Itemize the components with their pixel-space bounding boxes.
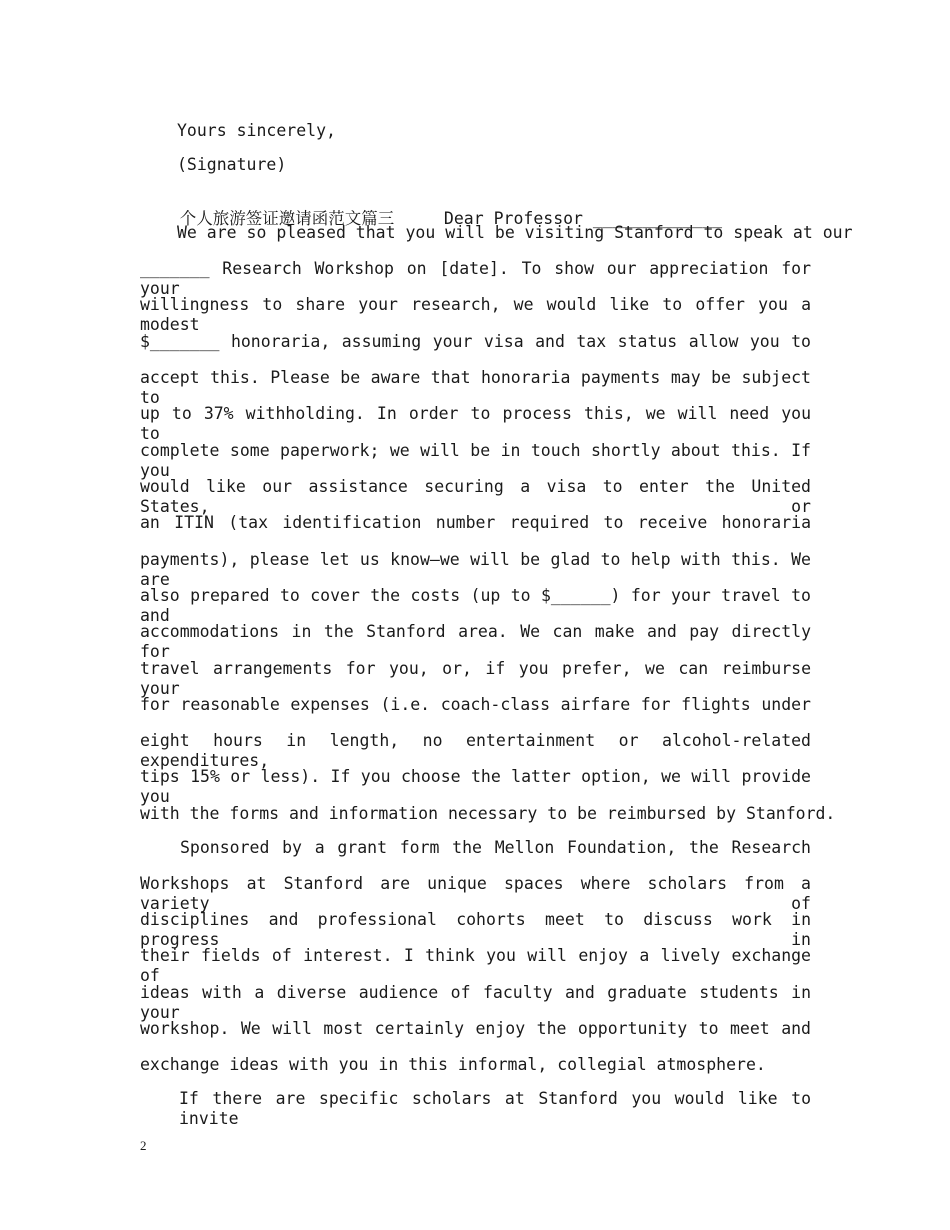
paragraph-line: up to 37% withholding. In order to process this, we will need you to: [140, 404, 811, 443]
paragraph-line: If there are specific scholars at Stanford you would like to invite: [179, 1089, 811, 1128]
paragraph-line: Sponsored by a grant form the Mellon Foundation, the Research: [180, 838, 811, 857]
paragraph-line: We are so pleased that you will be visiting Stanford to speak at our: [177, 223, 853, 242]
paragraph-line: eight hours in length, no entertainment or alcohol-related expenditures,: [140, 731, 811, 770]
paragraph-line: with the forms and information necessary to be reimbursed by Stanford.: [140, 804, 836, 823]
paragraph-line: exchange ideas with you in this informal, collegial atmosphere.: [140, 1055, 766, 1074]
paragraph-line: tips 15% or less). If you choose the latter option, we will provide you: [140, 767, 811, 806]
paragraph-line: accommodations in the Stanford area. We can make and pay directly for: [140, 622, 811, 661]
section-heading: 个人旅游签证邀请函范文篇三: [179, 209, 395, 228]
paragraph-line: for reasonable expenses (i.e. coach-class airfare for flights under: [140, 695, 811, 714]
paragraph-line: complete some paperwork; we will be in touch shortly about this. If you: [140, 441, 811, 480]
paragraph-line: disciplines and professional cohorts meet to discuss work in progress in: [140, 910, 811, 949]
paragraph-line: accept this. Please be aware that honoraria payments may be subject to: [140, 368, 811, 407]
paragraph-line: Workshops at Stanford are unique spaces where scholars from a variety of: [140, 874, 811, 913]
paragraph-line: _______ Research Workshop on [date]. To show our appreciation for your: [140, 259, 811, 298]
paragraph-line: also prepared to cover the costs (up to $______) for your travel to and: [140, 586, 811, 625]
paragraph-line: willingness to share your research, we would like to offer you a modest: [140, 295, 811, 334]
paragraph-line: travel arrangements for you, or, if you prefer, we can reimburse your: [140, 659, 811, 698]
paragraph-line: $_______ honoraria, assuming your visa and tax status allow you to: [140, 332, 811, 351]
salutation: Dear Professor _____________: [443, 209, 723, 228]
closing-line: Yours sincerely,: [177, 121, 336, 140]
paragraph-line: their fields of interest. I think you will enjoy a lively exchange of: [140, 946, 811, 985]
signature-line: (Signature): [177, 155, 287, 174]
paragraph-line: payments), please let us know—we will be glad to help with this. We are: [140, 550, 811, 589]
paragraph-line: an ITIN (tax identification number required to receive honoraria: [140, 513, 811, 532]
paragraph-line: would like our assistance securing a visa to enter the United States, or: [140, 477, 811, 516]
paragraph-line: ideas with a diverse audience of faculty and graduate students in your: [140, 983, 811, 1022]
paragraph-line: workshop. We will most certainly enjoy the opportunity to meet and: [140, 1019, 811, 1038]
page-number: 2: [140, 1138, 147, 1153]
